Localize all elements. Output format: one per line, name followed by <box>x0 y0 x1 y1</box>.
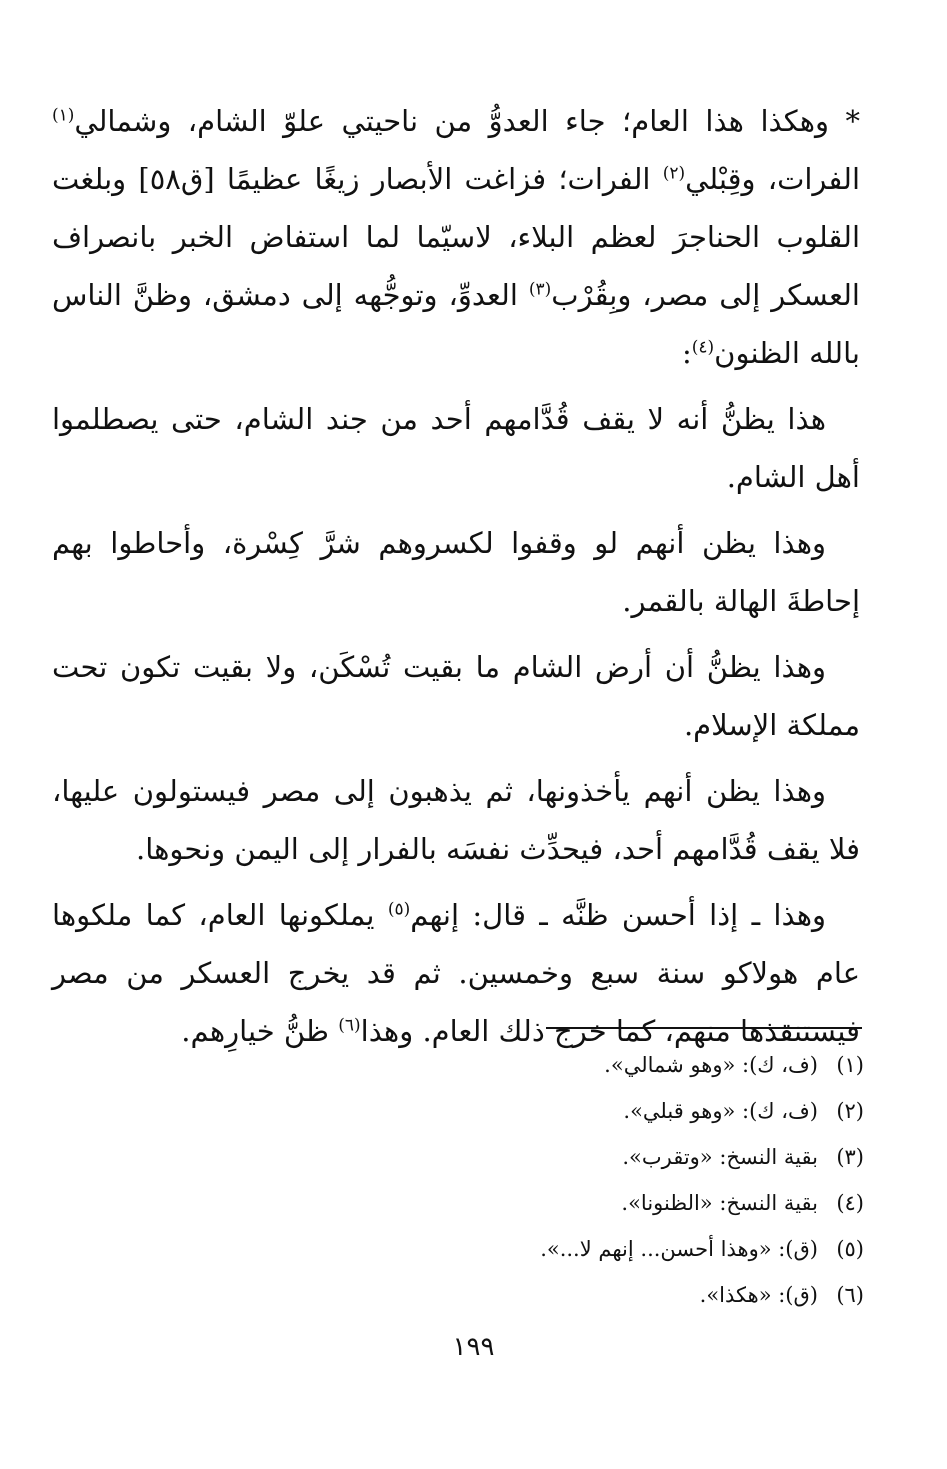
footnote-text: (ق): «وهذا أحسن... إنهم لا...». <box>540 1237 818 1261</box>
footnote-1 <box>52 1042 864 1088</box>
footnote-number: (٥) <box>836 1237 864 1261</box>
paragraph-6-part-1: وهذا ـ إذا أحسن ظنَّه ـ قال: إنهم <box>410 898 826 932</box>
paragraph-1 <box>52 92 860 382</box>
footnote-text: (ف، ك): «وهو قبلي». <box>623 1099 818 1123</box>
footnote-divider <box>546 1027 862 1029</box>
footnote-2 <box>52 1088 864 1134</box>
paragraph-6-part-2: يملكونها العام، كما ملكوها عام هولاكو سنة سبع وخمسين. ثم قد يخرج العسكر من مصر فيستنقذها منهم، كما خرج ذلك العام. وهذا <box>52 898 860 1048</box>
footnote-text: (ف، ك): «وهو شمالي». <box>604 1053 818 1077</box>
footnote-number: (٣) <box>836 1145 864 1169</box>
page-number: ١٩٩ <box>452 1332 495 1362</box>
footnote-ref-1: (١) <box>52 105 75 126</box>
paragraph-6 <box>52 886 860 1060</box>
paragraph-3: وهذا يظن أنهم لو وقفوا لكسروهم شرَّ كِسْرة، وأحاطوا بهم إحاطةَ الهالة بالقمر. <box>52 526 860 618</box>
footnote-text: (ق): «هكذا». <box>699 1283 818 1307</box>
paragraph-1-part-5: : <box>681 336 692 370</box>
paragraph-2: هذا يظنُّ أنه لا يقف قُدَّامهم أحد من جند الشام، حتى يصطلموا أهل الشام. <box>52 402 860 494</box>
footnotes <box>52 1042 864 1318</box>
footnote-4 <box>52 1180 864 1226</box>
footnote-6 <box>52 1272 864 1318</box>
main-text <box>52 92 860 1068</box>
footnote-ref-3: (٣) <box>528 279 552 300</box>
footnote-number: (٢) <box>836 1099 864 1123</box>
footnote-text: بقية النسخ: «وتقرب». <box>622 1145 818 1169</box>
paragraph-1-part-1: * وهكذا هذا العام؛ جاء العدوُّ من ناحيتي علوّ الشام، وشمالي <box>74 104 860 138</box>
footnote-ref-5: (٥) <box>387 899 411 920</box>
footnote-ref-4: (٤) <box>691 337 715 358</box>
paragraph-6-part-3: ظنُّ خيارِهم. <box>181 1014 339 1048</box>
paragraph-5: وهذا يظن أنهم يأخذونها، ثم يذهبون إلى مصر فيستولون عليها، فلا يقف قُدَّامهم أحد، فيحدِّث نفسَه بالفرار إلى اليمن ونحوها. <box>52 774 860 866</box>
footnote-ref-2: (٢) <box>662 163 686 184</box>
footnote-3 <box>52 1134 864 1180</box>
paragraph-1-part-4: العدوِّ، وتوجُّهه إلى دمشق، وظنَّ الناس بالله الظنون <box>52 278 860 370</box>
footnote-number: (٦) <box>836 1283 864 1307</box>
footnote-5 <box>52 1226 864 1272</box>
paragraph-1-part-2: الفرات، وقِبْلي <box>685 162 860 196</box>
footnote-text: بقية النسخ: «الظنونا». <box>621 1191 818 1215</box>
paragraph-4: وهذا يظنُّ أن أرض الشام ما بقيت تُسْكَن، ولا بقيت تكون تحت مملكة الإسلام. <box>52 650 860 742</box>
footnote-number: (١) <box>836 1053 864 1077</box>
footnote-number: (٤) <box>836 1191 864 1215</box>
footnote-ref-6: (٦) <box>338 1015 361 1036</box>
paragraph-1-part-3: الفرات؛ فزاغت الأبصار زيغًا عظيمًا [ق٥٨] وبلغت القلوب الحناجرَ لعظم البلاء، لاسيّما لما استفاض الخبر بانصراف العسكر إلى مصر، وبِقُرْب <box>52 162 860 312</box>
